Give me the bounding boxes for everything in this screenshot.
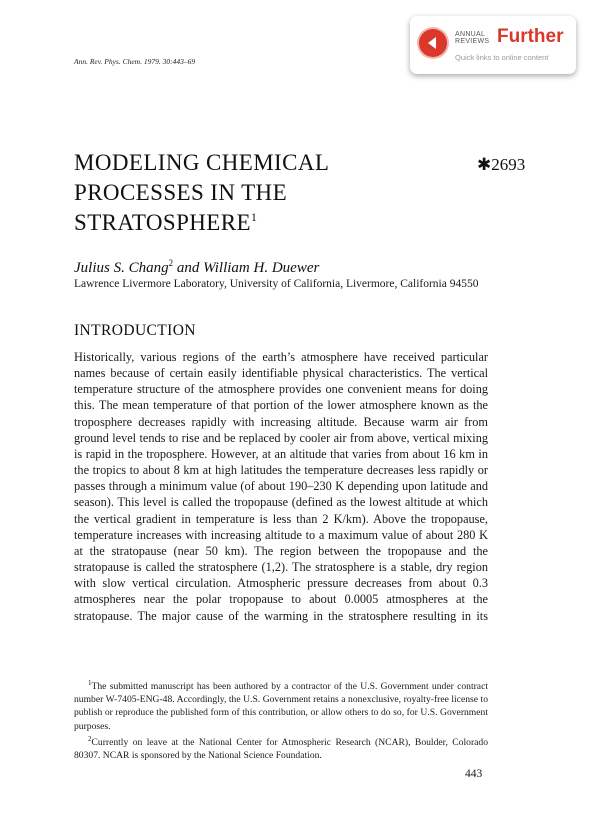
footnote-1: [74, 677, 488, 733]
document-number: ✱2693: [477, 155, 526, 174]
author-line: [74, 258, 319, 277]
footnote-1-mark: 1: [88, 679, 92, 687]
badge-further-label: Further: [497, 26, 564, 47]
footnote-1-text: The submitted manuscript has been authored by a contractor of the U.S. Government under contract number W-7405-ENG-48. Accordingly, the U.S. Government retains a nonexclusive, royalty-free license to publish or reproduce the published form of this contribution, or allow others to do so, for U.S. Government purposes.: [74, 681, 488, 732]
page-number: 443: [465, 768, 483, 780]
author-1-footnote-mark: 2: [168, 258, 174, 268]
badge-reviews-label: REVIEWS: [455, 38, 490, 45]
title-line-3: [74, 210, 257, 236]
body-paragraph: Historically, various regions of the earth’s atmosphere have received particular names because of certain easily identifiable physical characteristics. The vertical temperature structure of the atmosphere provides one convenient means for doing this. The mean temperature of that portion of the lower atmosphere known as the troposphere decreases rapidly with increasing altitude. Because warm air from ground level tends to rise and be replaced by cooler air from above, vertical mixing is rapid in the troposphere. However, at an altitude that varies from about 16 km in the tropics to about 8 km at high latitudes the temperature decreases less rapidly or passes through a minimum value (of about 190–230 K depending upon latitude and season). This level is called the tropopause (defined as the lowest altitude at which the vertical gradient in temperature is less than 2 K/km). Above the tropopause, temperature increases with increasing altitude to a maximum value of about 280 K at the stratopause (near 50 km). The region between the tropopause and the stratopause is called the stratosphere (1,2). The stratosphere is a stable, dry region with slow vertical circulation. Atmospheric pressure decreases from about 0.3 atmospheres near the polar tropopause to about 0.0005 atmospheres at the stratopause. The major cause of the warming in the stratosphere resulting in its: [74, 350, 488, 623]
author-1: Julius S. Chang: [74, 260, 169, 276]
annual-reviews-further-badge[interactable]: [410, 16, 576, 74]
title-line-1: MODELING CHEMICAL: [74, 150, 330, 175]
footnotes: [74, 677, 488, 762]
title-footnote-mark: 1: [250, 210, 258, 224]
arrow-left-icon: [419, 29, 447, 57]
journal-reference: Ann. Rev. Phys. Chem. 1979. 30:443–69: [74, 57, 196, 66]
title-line-3-text: STRATOSPHERE: [74, 210, 251, 235]
badge-subtitle: Quick links to online content: [455, 53, 549, 62]
footnote-2: [74, 733, 488, 762]
section-heading: INTRODUCTION: [74, 322, 196, 339]
footnote-2-mark: 2: [88, 734, 92, 743]
badge-annual-label: ANNUAL: [455, 31, 486, 38]
footnote-2-text: Currently on leave at the National Center for Atmospheric Research (NCAR), Boulder, Colorado 80307. NCAR is sponsored by the National Science Foundation.: [74, 736, 488, 762]
affiliation: Lawrence Livermore Laboratory, University of California, Livermore, California 94550: [74, 278, 479, 290]
title-line-2: PROCESSES IN THE: [74, 180, 288, 205]
author-2: and William H. Duewer: [173, 260, 320, 276]
